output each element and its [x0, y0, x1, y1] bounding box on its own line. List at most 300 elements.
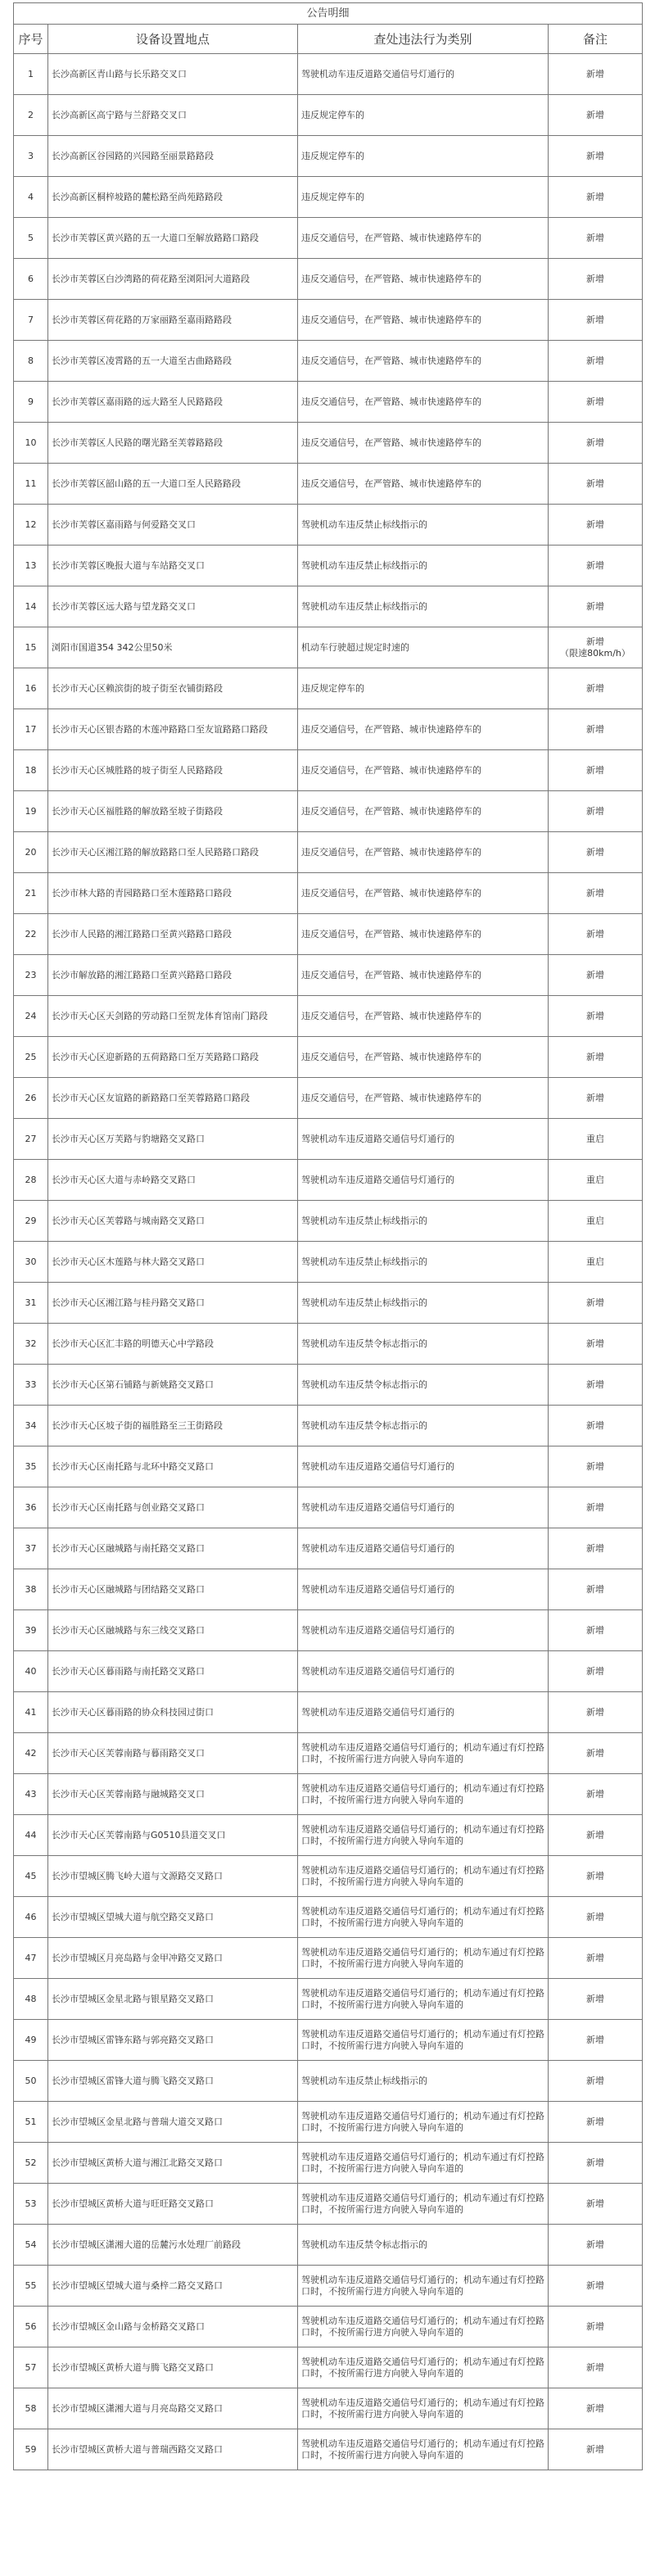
row-violation: 驾驶机动车违反禁令标志指示的	[298, 1324, 549, 1365]
table-row	[14, 668, 643, 709]
row-note: 新增	[549, 1037, 643, 1078]
row-note: 新增	[549, 1406, 643, 1446]
row-violation: 违反交通信号，在严管路、城市快速路停车的	[298, 791, 549, 832]
row-violation: 违反交通信号，在严管路、城市快速路停车的	[298, 423, 549, 464]
row-violation: 违反交通信号，在严管路、城市快速路停车的	[298, 709, 549, 750]
table-row	[14, 136, 643, 177]
row-number: 53	[14, 2184, 48, 2225]
row-location: 长沙市天心区福胜路的解放路至坡子街路段	[48, 791, 298, 832]
row-note: 新增	[549, 586, 643, 627]
row-location: 长沙市望城区金星北路与普瑞大道交叉路口	[48, 2102, 298, 2143]
row-note: 新增	[549, 218, 643, 259]
row-number: 17	[14, 709, 48, 750]
table-row	[14, 382, 643, 423]
row-number: 39	[14, 1610, 48, 1651]
row-number: 16	[14, 668, 48, 709]
row-number: 2	[14, 95, 48, 136]
row-number: 52	[14, 2143, 48, 2184]
row-note: 新增	[549, 2266, 643, 2307]
row-note: 新增	[549, 2429, 643, 2470]
row-note: 新增	[549, 2143, 643, 2184]
row-location: 长沙市天心区融城路与南托路交叉路口	[48, 1528, 298, 1569]
row-violation: 驾驶机动车违反道路交通信号灯通行的；机动车通过有灯控路口时，不按所需行进方向驶入导向车道的	[298, 1733, 549, 1774]
row-violation: 违反交通信号，在严管路、城市快速路停车的	[298, 259, 549, 300]
row-note: 新增	[549, 54, 643, 95]
row-note: 新增	[549, 1692, 643, 1733]
row-location: 长沙市天心区暮雨路与南托路交叉路口	[48, 1651, 298, 1692]
table-row	[14, 505, 643, 546]
table-row	[14, 341, 643, 382]
table-row	[14, 2184, 643, 2225]
row-location: 长沙市芙蓉区韶山路的五一大道口至人民路路段	[48, 464, 298, 505]
row-location: 长沙市天心区湘江路的解放路路口至人民路路口路段	[48, 832, 298, 873]
row-location: 长沙市望城区黄桥大道与湘江北路交叉路口	[48, 2143, 298, 2184]
row-number: 48	[14, 1979, 48, 2020]
row-location: 长沙市天心区芙蓉南路与暮雨路交叉口	[48, 1733, 298, 1774]
row-number: 40	[14, 1651, 48, 1692]
row-note: 新增	[549, 505, 643, 546]
row-location: 长沙市天心区迎新路的五荷路路口至万芙路路口路段	[48, 1037, 298, 1078]
row-number: 15	[14, 627, 48, 668]
row-location: 长沙市芙蓉区远大路与望龙路交叉口	[48, 586, 298, 627]
row-violation: 违反交通信号，在严管路、城市快速路停车的	[298, 341, 549, 382]
row-location: 长沙市天心区城胜路的坡子街至人民路路段	[48, 750, 298, 791]
table-row	[14, 1815, 643, 1856]
row-violation: 驾驶机动车违反禁令标志指示的	[298, 1406, 549, 1446]
row-note: 新增	[549, 750, 643, 791]
row-violation: 驾驶机动车违反道路交通信号灯通行的	[298, 1487, 549, 1528]
row-location: 长沙市芙蓉区白沙湾路的荷花路至浏阳河大道路段	[48, 259, 298, 300]
row-violation: 驾驶机动车违反道路交通信号灯通行的；机动车通过有灯控路口时，不按所需行进方向驶入导向车道的	[298, 2102, 549, 2143]
row-location: 长沙市芙蓉区人民路的曙光路至芙蓉路路段	[48, 423, 298, 464]
row-location: 长沙高新区谷园路的兴园路至丽景路路段	[48, 136, 298, 177]
row-location: 长沙市望城区望城大道与航空路交叉路口	[48, 1897, 298, 1938]
table-row	[14, 218, 643, 259]
table-row	[14, 1201, 643, 1242]
row-number: 25	[14, 1037, 48, 1078]
row-number: 57	[14, 2347, 48, 2388]
row-note: 新增	[549, 914, 643, 955]
row-note: 新增	[549, 873, 643, 914]
row-number: 55	[14, 2266, 48, 2307]
row-location: 长沙市天心区大道与赤岭路交叉路口	[48, 1160, 298, 1201]
row-violation: 机动车行驶超过规定时速的	[298, 627, 549, 668]
row-location: 长沙市天心区赖滨街的坡子街至衣铺街路段	[48, 668, 298, 709]
row-violation: 驾驶机动车违反道路交通信号灯通行的	[298, 1119, 549, 1160]
table-row	[14, 1733, 643, 1774]
table-row	[14, 1242, 643, 1283]
row-violation: 违反交通信号，在严管路、城市快速路停车的	[298, 382, 549, 423]
row-note: 新增	[549, 1856, 643, 1897]
row-violation: 驾驶机动车违反道路交通信号灯通行的	[298, 1528, 549, 1569]
table-row	[14, 95, 643, 136]
table-row	[14, 586, 643, 627]
row-location: 长沙市天心区第石铺路与新姚路交叉路口	[48, 1365, 298, 1406]
row-violation: 驾驶机动车违反道路交通信号灯通行的；机动车通过有灯控路口时，不按所需行进方向驶入导向车道的	[298, 1938, 549, 1979]
row-violation: 驾驶机动车违反道路交通信号灯通行的；机动车通过有灯控路口时，不按所需行进方向驶入导向车道的	[298, 2388, 549, 2429]
table-row	[14, 2307, 643, 2347]
table-body	[14, 54, 643, 2470]
row-note: 新增	[549, 1569, 643, 1610]
row-number: 37	[14, 1528, 48, 1569]
row-location: 长沙市望城区黄桥大道与普瑞西路交叉路口	[48, 2429, 298, 2470]
row-number: 26	[14, 1078, 48, 1119]
row-number: 3	[14, 136, 48, 177]
row-note: 新增	[549, 1979, 643, 2020]
table-row	[14, 1979, 643, 2020]
row-violation: 驾驶机动车违反道路交通信号灯通行的	[298, 1446, 549, 1487]
row-location: 长沙市芙蓉区凌霄路的五一大道至古曲路路段	[48, 341, 298, 382]
table-title: 公告明细	[14, 3, 643, 25]
row-note: 新增	[549, 2388, 643, 2429]
table-row	[14, 627, 643, 668]
row-violation: 驾驶机动车违反禁止标线指示的	[298, 1201, 549, 1242]
notice-table-container	[13, 2, 642, 2470]
row-note: 新增	[549, 259, 643, 300]
row-violation: 驾驶机动车违反道路交通信号灯通行的；机动车通过有灯控路口时，不按所需行进方向驶入导向车道的	[298, 1897, 549, 1938]
table-row	[14, 1897, 643, 1938]
row-number: 34	[14, 1406, 48, 1446]
row-note: 重启	[549, 1119, 643, 1160]
table-row	[14, 1446, 643, 1487]
table-row	[14, 914, 643, 955]
row-violation: 违反交通信号，在严管路、城市快速路停车的	[298, 300, 549, 341]
table-row	[14, 2347, 643, 2388]
table-row	[14, 1365, 643, 1406]
row-location: 长沙市芙蓉区嘉雨路的远大路至人民路路段	[48, 382, 298, 423]
row-violation: 违反交通信号，在严管路、城市快速路停车的	[298, 1078, 549, 1119]
row-note: 重启	[549, 1242, 643, 1283]
row-violation: 违反交通信号，在严管路、城市快速路停车的	[298, 873, 549, 914]
row-location: 长沙高新区高宁路与兰舒路交叉口	[48, 95, 298, 136]
row-violation: 违反交通信号，在严管路、城市快速路停车的	[298, 750, 549, 791]
row-location: 长沙市天心区银杏路的木莲冲路路口至友谊路路口路段	[48, 709, 298, 750]
row-violation: 驾驶机动车违反道路交通信号灯通行的	[298, 1610, 549, 1651]
row-note: 新增	[549, 1446, 643, 1487]
row-violation: 违反交通信号，在严管路、城市快速路停车的	[298, 955, 549, 996]
table-row	[14, 464, 643, 505]
row-note: 新增	[549, 955, 643, 996]
row-number: 31	[14, 1283, 48, 1324]
table-row	[14, 709, 643, 750]
row-number: 10	[14, 423, 48, 464]
row-note: 新增	[549, 423, 643, 464]
row-location: 长沙市望城区金星北路与银星路交叉路口	[48, 1979, 298, 2020]
row-violation: 驾驶机动车违反道路交通信号灯通行的	[298, 1692, 549, 1733]
table-row	[14, 2429, 643, 2470]
row-note: 重启	[549, 1160, 643, 1201]
table-row	[14, 1856, 643, 1897]
row-number: 41	[14, 1692, 48, 1733]
row-number: 42	[14, 1733, 48, 1774]
row-note: 新增	[549, 1078, 643, 1119]
row-number: 44	[14, 1815, 48, 1856]
row-location: 长沙市天心区融城路与东三线交叉路口	[48, 1610, 298, 1651]
table-row	[14, 1406, 643, 1446]
row-note: 新增	[549, 996, 643, 1037]
row-location: 长沙市望城区月亮岛路与金甲冲路交叉路口	[48, 1938, 298, 1979]
table-row	[14, 259, 643, 300]
row-number: 35	[14, 1446, 48, 1487]
row-number: 29	[14, 1201, 48, 1242]
row-number: 28	[14, 1160, 48, 1201]
row-number: 4	[14, 177, 48, 218]
row-location: 长沙市林大路的青园路路口至木莲路路口路段	[48, 873, 298, 914]
row-location: 长沙市芙蓉区嘉雨路与何爱路交叉口	[48, 505, 298, 546]
row-location: 长沙市望城区黄桥大道与腾飞路交叉路口	[48, 2347, 298, 2388]
row-number: 46	[14, 1897, 48, 1938]
row-violation: 违反交通信号，在严管路、城市快速路停车的	[298, 832, 549, 873]
row-number: 23	[14, 955, 48, 996]
table-row	[14, 300, 643, 341]
row-note: 新增	[549, 2307, 643, 2347]
row-violation: 驾驶机动车违反禁止标线指示的	[298, 546, 549, 586]
table-row	[14, 1528, 643, 1569]
row-violation: 违反交通信号，在严管路、城市快速路停车的	[298, 996, 549, 1037]
table-row	[14, 2061, 643, 2102]
table-row	[14, 1938, 643, 1979]
row-number: 49	[14, 2020, 48, 2061]
table-row	[14, 2266, 643, 2307]
row-violation: 驾驶机动车违反道路交通信号灯通行的	[298, 1160, 549, 1201]
row-violation: 驾驶机动车违反禁令标志指示的	[298, 1365, 549, 1406]
header-row	[14, 25, 643, 54]
table-row	[14, 1487, 643, 1528]
header-violation: 查处违法行为类别	[298, 25, 549, 54]
row-location: 长沙市天心区芙蓉路与城南路交叉路口	[48, 1201, 298, 1242]
row-location: 长沙市天心区芙蓉南路与融城路交叉口	[48, 1774, 298, 1815]
row-location: 长沙市望城区雷锋东路与郭亮路交叉路口	[48, 2020, 298, 2061]
row-number: 47	[14, 1938, 48, 1979]
row-note: 新增	[549, 832, 643, 873]
row-number: 24	[14, 996, 48, 1037]
row-number: 27	[14, 1119, 48, 1160]
row-number: 50	[14, 2061, 48, 2102]
row-number: 38	[14, 1569, 48, 1610]
table-row	[14, 750, 643, 791]
row-number: 59	[14, 2429, 48, 2470]
row-violation: 驾驶机动车违反道路交通信号灯通行的；机动车通过有灯控路口时，不按所需行进方向驶入导向车道的	[298, 2429, 549, 2470]
row-location: 浏阳市国道354 342公里50米	[48, 627, 298, 668]
row-note: 新增	[549, 1897, 643, 1938]
row-location: 长沙市望城区望城大道与桑梓二路交叉路口	[48, 2266, 298, 2307]
row-note: 新增	[549, 2347, 643, 2388]
row-violation: 违反规定停车的	[298, 668, 549, 709]
row-violation: 驾驶机动车违反道路交通信号灯通行的；机动车通过有灯控路口时，不按所需行进方向驶入导向车道的	[298, 2184, 549, 2225]
row-violation: 违反交通信号，在严管路、城市快速路停车的	[298, 218, 549, 259]
row-location: 长沙市天心区芙蓉南路与G0510县道交叉口	[48, 1815, 298, 1856]
row-note: 新增	[549, 1324, 643, 1365]
row-violation: 驾驶机动车违反道路交通信号灯通行的	[298, 54, 549, 95]
row-violation: 驾驶机动车违反道路交通信号灯通行的；机动车通过有灯控路口时，不按所需行进方向驶入导向车道的	[298, 2307, 549, 2347]
table-row	[14, 996, 643, 1037]
row-violation: 驾驶机动车违反道路交通信号灯通行的；机动车通过有灯控路口时，不按所需行进方向驶入导向车道的	[298, 2020, 549, 2061]
table-row	[14, 546, 643, 586]
table-row	[14, 1160, 643, 1201]
table-row	[14, 873, 643, 914]
row-note: 新增	[549, 1365, 643, 1406]
row-note: 新增	[549, 341, 643, 382]
row-note: 新增	[549, 1651, 643, 1692]
row-note: 新增	[549, 1774, 643, 1815]
row-note: 新增	[549, 1815, 643, 1856]
row-violation: 驾驶机动车违反禁止标线指示的	[298, 1242, 549, 1283]
row-violation: 驾驶机动车违反禁令标志指示的	[298, 2225, 549, 2266]
table-row	[14, 2388, 643, 2429]
row-violation: 违反交通信号，在严管路、城市快速路停车的	[298, 1037, 549, 1078]
table-row	[14, 2143, 643, 2184]
table-row	[14, 1037, 643, 1078]
row-number: 33	[14, 1365, 48, 1406]
table-row	[14, 1692, 643, 1733]
row-violation: 违反交通信号，在严管路、城市快速路停车的	[298, 464, 549, 505]
row-location: 长沙市天心区南托路与创业路交叉路口	[48, 1487, 298, 1528]
row-location: 长沙市芙蓉区黄兴路的五一大道口至解放路路口路段	[48, 218, 298, 259]
table-row	[14, 955, 643, 996]
row-note: 新增	[549, 2225, 643, 2266]
row-location: 长沙市天心区天剑路的劳动路口至贺龙体育馆南门路段	[48, 996, 298, 1037]
row-violation: 违反交通信号，在严管路、城市快速路停车的	[298, 914, 549, 955]
row-violation: 驾驶机动车违反道路交通信号灯通行的；机动车通过有灯控路口时，不按所需行进方向驶入导向车道的	[298, 2266, 549, 2307]
row-number: 14	[14, 586, 48, 627]
row-number: 5	[14, 218, 48, 259]
table-row	[14, 1324, 643, 1365]
notice-table	[13, 2, 643, 2470]
row-location: 长沙市望城区黄桥大道与旺旺路交叉路口	[48, 2184, 298, 2225]
row-location: 长沙市天心区汇丰路的明德天心中学路段	[48, 1324, 298, 1365]
row-note: 新增	[549, 791, 643, 832]
header-location: 设备设置地点	[48, 25, 298, 54]
table-row	[14, 1119, 643, 1160]
header-note: 备注	[549, 25, 643, 54]
row-location: 长沙市望城区潇湘大道与月亮岛路交叉路口	[48, 2388, 298, 2429]
row-violation: 驾驶机动车违反禁止标线指示的	[298, 586, 549, 627]
row-location: 长沙市望城区潇湘大道的岳麓污水处理厂前路段	[48, 2225, 298, 2266]
table-row	[14, 1283, 643, 1324]
row-violation: 驾驶机动车违反禁止标线指示的	[298, 1283, 549, 1324]
row-note: 新增	[549, 1610, 643, 1651]
row-location: 长沙市望城区腾飞岭大道与文源路交叉路口	[48, 1856, 298, 1897]
row-note: 新增	[549, 464, 643, 505]
row-note: 新增	[549, 709, 643, 750]
row-number: 11	[14, 464, 48, 505]
row-location: 长沙市天心区坡子街的福胜路至三王街路段	[48, 1406, 298, 1446]
row-location: 长沙高新区桐梓坡路的麓松路至尚苑路路段	[48, 177, 298, 218]
row-location: 长沙市人民路的湘江路路口至黄兴路路口路段	[48, 914, 298, 955]
table-row	[14, 54, 643, 95]
row-number: 36	[14, 1487, 48, 1528]
row-note: 新增	[549, 1733, 643, 1774]
row-number: 9	[14, 382, 48, 423]
row-note: 新增	[549, 1283, 643, 1324]
table-row	[14, 1569, 643, 1610]
row-violation: 违反规定停车的	[298, 136, 549, 177]
row-violation: 驾驶机动车违反道路交通信号灯通行的；机动车通过有灯控路口时，不按所需行进方向驶入导向车道的	[298, 2143, 549, 2184]
row-location: 长沙市天心区湘江路与桂丹路交叉路口	[48, 1283, 298, 1324]
row-number: 1	[14, 54, 48, 95]
row-violation: 违反规定停车的	[298, 95, 549, 136]
row-number: 58	[14, 2388, 48, 2429]
header-no: 序号	[14, 25, 48, 54]
row-number: 30	[14, 1242, 48, 1283]
row-note: 新增	[549, 95, 643, 136]
row-violation: 驾驶机动车违反禁止标线指示的	[298, 505, 549, 546]
row-violation: 驾驶机动车违反禁止标线指示的	[298, 2061, 549, 2102]
row-note: 新增	[549, 668, 643, 709]
row-number: 19	[14, 791, 48, 832]
row-location: 长沙市天心区暮雨路的协众科技园过街口	[48, 1692, 298, 1733]
table-row	[14, 1651, 643, 1692]
row-location: 长沙市天心区万芙路与豹塘路交叉路口	[48, 1119, 298, 1160]
row-number: 32	[14, 1324, 48, 1365]
row-violation: 驾驶机动车违反道路交通信号灯通行的；机动车通过有灯控路口时，不按所需行进方向驶入导向车道的	[298, 1856, 549, 1897]
row-number: 56	[14, 2307, 48, 2347]
row-number: 21	[14, 873, 48, 914]
row-number: 51	[14, 2102, 48, 2143]
row-location: 长沙市天心区木莲路与林大路交叉路口	[48, 1242, 298, 1283]
row-note: 新增	[549, 177, 643, 218]
row-note: 新增	[549, 2184, 643, 2225]
table-row	[14, 1610, 643, 1651]
row-number: 6	[14, 259, 48, 300]
row-note: 新增	[549, 300, 643, 341]
table-row	[14, 2020, 643, 2061]
row-location: 长沙市望城区雷锋大道与腾飞路交叉路口	[48, 2061, 298, 2102]
row-location: 长沙市天心区友谊路的新路路口至芙蓉路路口路段	[48, 1078, 298, 1119]
row-violation: 违反规定停车的	[298, 177, 549, 218]
row-note: 新增 （限速80km/h）	[549, 627, 643, 668]
row-note: 重启	[549, 1201, 643, 1242]
table-row	[14, 832, 643, 873]
row-violation: 驾驶机动车违反道路交通信号灯通行的；机动车通过有灯控路口时，不按所需行进方向驶入导向车道的	[298, 2347, 549, 2388]
row-number: 7	[14, 300, 48, 341]
row-note: 新增	[549, 136, 643, 177]
row-number: 20	[14, 832, 48, 873]
row-violation: 驾驶机动车违反道路交通信号灯通行的；机动车通过有灯控路口时，不按所需行进方向驶入导向车道的	[298, 1815, 549, 1856]
row-location: 长沙市芙蓉区荷花路的万家丽路至嘉雨路路段	[48, 300, 298, 341]
row-number: 12	[14, 505, 48, 546]
row-number: 54	[14, 2225, 48, 2266]
table-row	[14, 1078, 643, 1119]
row-note: 新增	[549, 2061, 643, 2102]
row-number: 43	[14, 1774, 48, 1815]
row-violation: 驾驶机动车违反道路交通信号灯通行的；机动车通过有灯控路口时，不按所需行进方向驶入导向车道的	[298, 1979, 549, 2020]
row-location: 长沙市望城区金山路与金桥路交叉路口	[48, 2307, 298, 2347]
row-location: 长沙市天心区融城路与团结路交叉路口	[48, 1569, 298, 1610]
row-location: 长沙市芙蓉区晚报大道与车站路交叉口	[48, 546, 298, 586]
table-row	[14, 1774, 643, 1815]
row-number: 22	[14, 914, 48, 955]
row-number: 45	[14, 1856, 48, 1897]
row-note: 新增	[549, 546, 643, 586]
row-violation: 驾驶机动车违反道路交通信号灯通行的	[298, 1569, 549, 1610]
row-note: 新增	[549, 1487, 643, 1528]
row-location: 长沙市解放路的湘江路路口至黄兴路路口路段	[48, 955, 298, 996]
row-number: 13	[14, 546, 48, 586]
row-number: 8	[14, 341, 48, 382]
table-row	[14, 791, 643, 832]
row-note: 新增	[549, 1938, 643, 1979]
table-row	[14, 423, 643, 464]
row-note: 新增	[549, 1528, 643, 1569]
row-note: 新增	[549, 382, 643, 423]
table-row	[14, 177, 643, 218]
row-location: 长沙市天心区南托路与北环中路交叉路口	[48, 1446, 298, 1487]
row-violation: 驾驶机动车违反道路交通信号灯通行的	[298, 1651, 549, 1692]
table-row	[14, 2225, 643, 2266]
row-note: 新增	[549, 2020, 643, 2061]
table-row	[14, 2102, 643, 2143]
